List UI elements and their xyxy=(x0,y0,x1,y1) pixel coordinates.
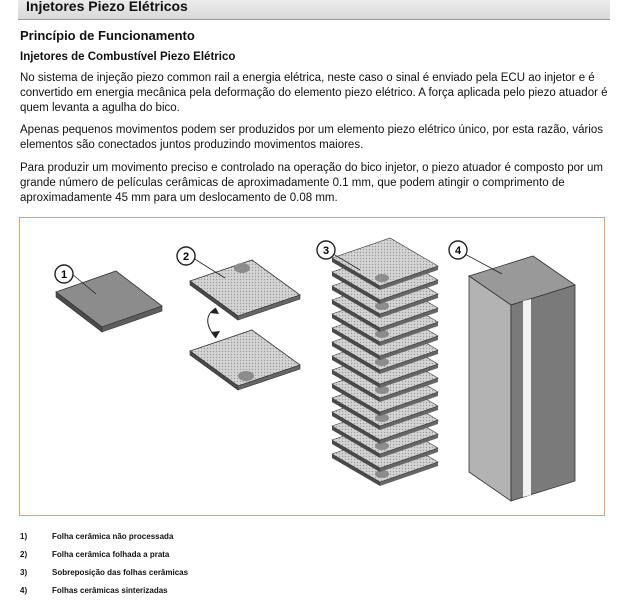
legend-number: 1) xyxy=(20,532,28,541)
section-title: Princípio de Funcionamento xyxy=(20,28,195,43)
plain-ceramic-sheet xyxy=(56,271,162,332)
callout-3 xyxy=(317,241,335,259)
legend-number: 3) xyxy=(20,568,28,577)
legend-text: Sobreposição das folhas cerâmicas xyxy=(52,568,189,577)
legend-item xyxy=(20,586,610,604)
svg-text:2: 2 xyxy=(182,251,190,263)
callout-1 xyxy=(55,265,73,283)
callout-2 xyxy=(177,247,195,265)
paragraph-1: No sistema de injeção piezo common rail a energia elétrica, neste caso o sinal é enviado pela ECU ao injetor e é convertido em energia mecânica pela deformação do elemento piezo elétrico. A força aplicada pelo piezo atuador é quem levanta a agulha do bico. xyxy=(20,72,608,114)
page-title: Injetores Piezo Elétricos xyxy=(26,0,188,14)
legend xyxy=(20,532,610,604)
sintered-block xyxy=(469,256,575,501)
legend-item xyxy=(20,568,610,586)
legend-item xyxy=(20,532,610,550)
subsection-title: Injetores de Combustível Piezo Elétrico xyxy=(20,51,236,63)
svg-text:3: 3 xyxy=(322,245,330,257)
silver-sheet-bottom xyxy=(190,330,300,390)
legend-text: Folhas cerâmicas sinterizadas xyxy=(52,586,168,595)
stacked-sheets xyxy=(332,238,438,486)
legend-text: Folha cerâmica não processada xyxy=(52,532,174,541)
legend-text: Folha cerâmica folhada a prata xyxy=(52,550,170,559)
legend-item xyxy=(20,550,610,568)
callout-4 xyxy=(449,241,467,259)
legend-number: 4) xyxy=(20,586,28,595)
paragraph-2: Apenas pequenos movimentos podem ser produzidos por um elemento piezo elétrico único, por esta razão, vários elementos são conectados juntos produzindo movimentos maiores. xyxy=(20,124,603,151)
svg-text:4: 4 xyxy=(454,245,462,257)
stack-sheet-part xyxy=(375,274,389,282)
paragraph-3: Para produzir um movimento preciso e controlado na operação do bico injetor, o piezo atuador é composto por um grande número de películas cerâmicas de aproximadamente 0.1 mm, que podem atingir o comprimento de aproximadamente 45 mm para um deslocamento de 0.08 mm. xyxy=(20,162,603,204)
callout-line-4 xyxy=(463,253,502,274)
silver-sheet-top xyxy=(190,260,300,320)
piezo-figure xyxy=(19,217,605,516)
header-bar xyxy=(18,0,610,20)
legend-number: 2) xyxy=(20,550,28,559)
svg-text:1: 1 xyxy=(60,269,68,281)
piezo-illustration xyxy=(20,218,604,515)
